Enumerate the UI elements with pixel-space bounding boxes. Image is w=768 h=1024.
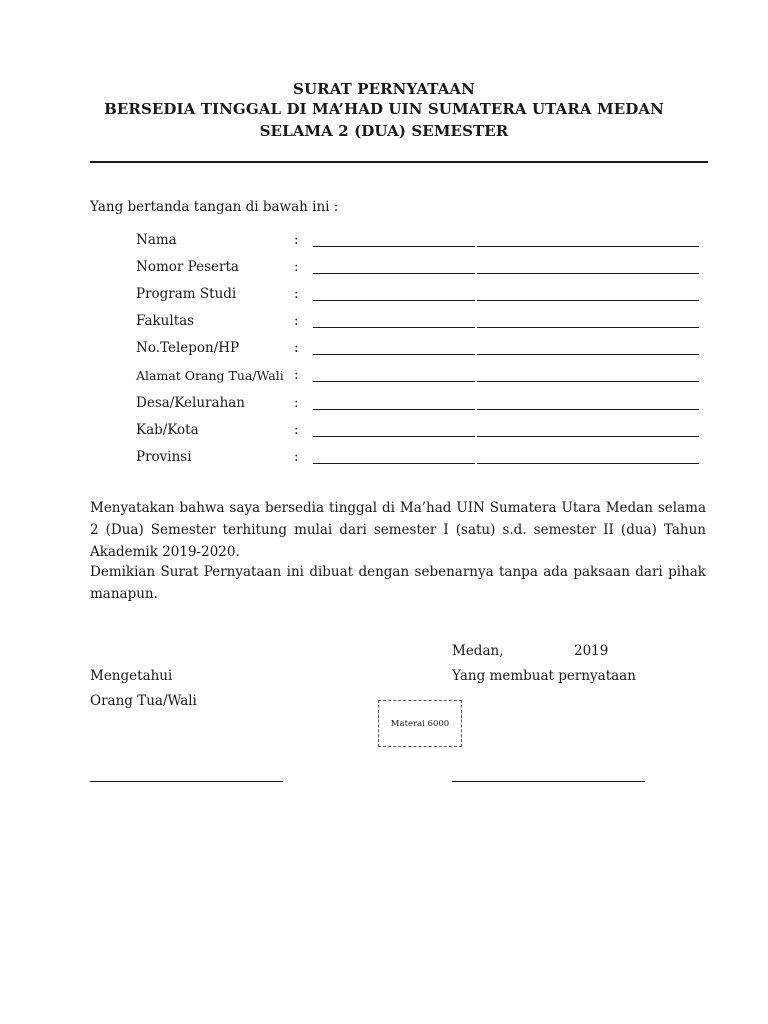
field-colon: : (294, 422, 299, 438)
document-title: SURAT PERNYATAAN (293, 80, 475, 98)
field-colon: : (294, 367, 299, 383)
signature-year: 2019 (574, 643, 609, 659)
field-colon: : (294, 232, 299, 248)
field-colon: : (294, 395, 299, 411)
field-label-nomor-peserta: Nomor Peserta (136, 259, 239, 275)
stamp-box (378, 700, 462, 747)
header-divider (90, 161, 708, 163)
field-label-kab-kota: Kab/Kota (136, 422, 199, 438)
field-line-nomor-peserta[interactable] (313, 273, 699, 274)
field-line-provinsi[interactable] (313, 463, 699, 464)
field-line-alamat-orang-tua[interactable] (313, 381, 699, 382)
signature-place: Medan, (452, 643, 504, 659)
field-line-program-studi[interactable] (313, 300, 699, 301)
right-signer-title: Yang membuat pernyataan (452, 668, 636, 684)
intro-text: Yang bertanda tangan di bawah ini : (90, 199, 339, 215)
field-line-kab-kota[interactable] (313, 436, 699, 437)
field-label-telepon: No.Telepon/HP (136, 340, 240, 356)
field-colon: : (294, 286, 299, 302)
field-label-nama: Nama (136, 232, 177, 248)
field-label-provinsi: Provinsi (136, 449, 192, 465)
left-signature-line (90, 781, 283, 782)
left-signer-title: Mengetahui (90, 668, 173, 684)
document-subtitle: BERSEDIA TINGGAL DI MA’HAD UIN SUMATERA UTARA MEDAN (104, 100, 664, 118)
field-line-desa-kelurahan[interactable] (313, 409, 699, 410)
field-colon: : (294, 340, 299, 356)
field-line-telepon[interactable] (313, 354, 699, 355)
field-colon: : (294, 449, 299, 465)
field-label-fakultas: Fakultas (136, 313, 195, 329)
statement-paragraph: Menyatakan bahwa saya bersedia tinggal di Ma’had UIN Sumatera Utara Medan selama 2 (Dua) Semester terhitung mulai dari semester I (satu) s.d. semester II (dua) Tahun Akademik 2019-2020. (90, 500, 706, 560)
field-colon: : (294, 259, 299, 275)
left-signer-role: Orang Tua/Wali (90, 693, 197, 709)
field-label-alamat-orang-tua: Alamat Orang Tua/Wali (136, 368, 284, 383)
field-line-fakultas[interactable] (313, 327, 699, 328)
document-subtitle-duration: SELAMA 2 (DUA) SEMESTER (259, 122, 509, 140)
field-colon: : (294, 313, 299, 329)
stamp-label: Materai 6000 (390, 718, 450, 729)
field-label-desa-kelurahan: Desa/Kelurahan (136, 395, 246, 411)
right-signature-line (452, 781, 645, 782)
field-label-program-studi: Program Studi (136, 286, 237, 302)
field-line-nama[interactable] (313, 246, 699, 247)
closing-paragraph: Demikian Surat Pernyataan ini dibuat dengan sebenarnya tanpa ada paksaan dari pihak manapun. (90, 564, 706, 602)
